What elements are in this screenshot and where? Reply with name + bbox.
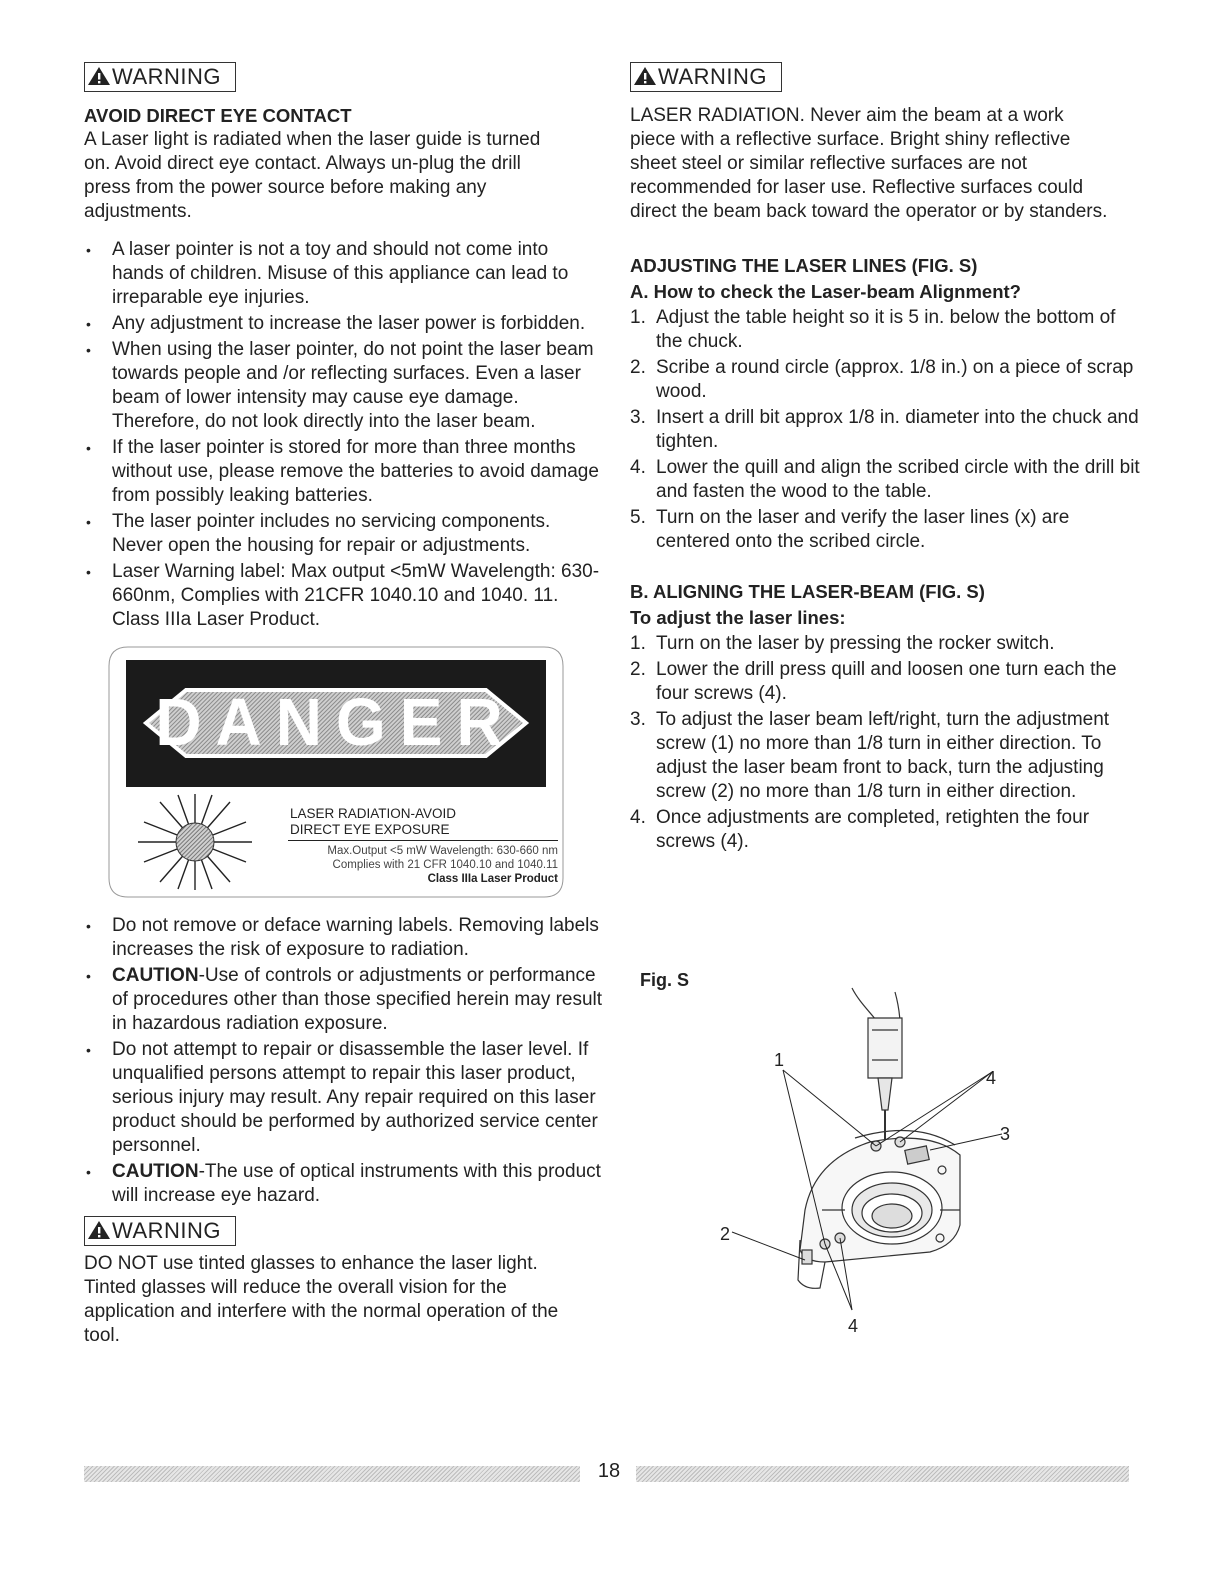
align-steps-list [630, 632, 1140, 854]
page-number: 18 [597, 1460, 621, 1482]
warning-badge [630, 62, 782, 92]
figure-label: Fig. S [640, 970, 689, 990]
list-item: • Laser Warning label: Max output <5mW Wavelength: 630-660nm, Complies with 21CFR 1040.10 and 1040. 11. Class IIIa Laser Product. [84, 560, 604, 632]
footer-rule-left [84, 1466, 580, 1482]
left-column [84, 62, 604, 1348]
list-item: 3. To adjust the laser beam left/right, turn the adjustment screw (1) no more than 1/8 turn in either direction. To adjust the laser beam front to back, turn the adjusting screw (2) no more than 1/8 turn in either direction. [630, 709, 1110, 802]
warning-label: WARNING [658, 64, 768, 89]
warning-bullet-list [84, 238, 604, 632]
subheading: To adjust the laser lines: [630, 607, 846, 628]
danger-label [108, 646, 564, 898]
footer-rule-right [636, 1466, 1129, 1482]
list-item: 4. Lower the quill and align the scribed circle with the drill bit and fasten the wood to the table. [630, 457, 1140, 502]
list-item: • When using the laser pointer, do not point the laser beam towards people and /or reflecting surfaces. Even a laser beam of lower intensity may cause eye damage. Therefore, do not look directly into the laser beam. [84, 338, 604, 434]
page-footer [84, 1460, 1129, 1486]
danger-line-4: Complies with 21 CFR 1040.10 and 1040.11 [332, 859, 558, 871]
warning-badge [84, 62, 236, 92]
caution-bullet-list [84, 914, 604, 1208]
section-heading: ADJUSTING THE LASER LINES (FIG. S) [630, 255, 978, 276]
danger-line-5: Class IIIa Laser Product [427, 873, 558, 885]
tinted-glasses-paragraph: DO NOT use tinted glasses to enhance the laser light. Tinted glasses will reduce the overall vision for the application and interfere with the normal operation of the tool. [84, 1253, 559, 1346]
figure-s [640, 970, 1060, 1350]
callout-1: 1 [774, 1050, 785, 1070]
callout-4-bottom: 4 [848, 1316, 859, 1336]
list-item: • CAUTION-The use of optical instruments with this product will increase eye hazard. [84, 1160, 604, 1208]
list-item: • Any adjustment to increase the laser power is forbidden. [84, 312, 604, 336]
section-heading: B. ALIGNING THE LASER-BEAM (FIG. S) [630, 581, 985, 602]
warning-label: WARNING [112, 64, 222, 89]
list-item: • CAUTION-Use of controls or adjustments or performance of procedures other than those specified herein may result in hazardous radiation exposure. [84, 964, 604, 1036]
warning-triangle-icon [87, 1219, 111, 1247]
danger-banner-text: DANGER [155, 684, 517, 760]
laser-housing-illustration [640, 970, 1060, 1350]
danger-line-1: LASER RADIATION-AVOID [290, 806, 457, 821]
callout-2: 2 [720, 1224, 731, 1244]
danger-line-3: Max.Output <5 mW Wavelength: 630-660 nm [327, 845, 558, 857]
list-item: 1. Turn on the laser by pressing the rocker switch. [630, 633, 1055, 654]
list-item: 4. Once adjustments are completed, retighten the four screws (4). [630, 807, 1090, 852]
list-item: 2. Lower the drill press quill and loosen one turn each the four screws (4). [630, 659, 1117, 704]
laser-radiation-paragraph: LASER RADIATION. Never aim the beam at a work piece with a reflective surface. Bright shiny reflective sheet steel or similar reflective surfaces are not recommended for laser use. Reflective surfaces could direct the beam back toward the operator or by standers. [630, 105, 1108, 222]
list-item: • Do not remove or deface warning labels. Removing labels increases the risk of exposure to radiation. [84, 914, 604, 962]
warning-badge [84, 1216, 236, 1246]
list-item: • The laser pointer includes no servicing components. Never open the housing for repair or adjustments. [84, 510, 604, 558]
callout-3: 3 [1000, 1124, 1011, 1144]
list-item: 5. Turn on the laser and verify the laser lines (x) are centered onto the scribed circle. [630, 507, 1070, 552]
warning-triangle-icon [87, 65, 111, 93]
list-item: • A laser pointer is not a toy and should not come into hands of children. Misuse of this appliance can lead to irreparable eye injuries. [84, 238, 604, 310]
warning-triangle-icon [633, 65, 657, 93]
danger-label-text [288, 806, 558, 886]
callout-4-top: 4 [986, 1068, 997, 1088]
divider [288, 840, 558, 841]
list-item: • If the laser pointer is stored for more than three months without use, please remove the batteries to avoid damage from possibly leaking batteries. [84, 436, 604, 508]
list-item: 3. Insert a drill bit approx 1/8 in. diameter into the chuck and tighten. [630, 407, 1139, 452]
check-steps-list [630, 306, 1140, 554]
warning-label: WARNING [112, 1218, 222, 1243]
right-column [630, 62, 1140, 856]
subheading: A. How to check the Laser-beam Alignment? [630, 281, 1021, 302]
list-item: 2. Scribe a round circle (approx. 1/8 in.) on a piece of scrap wood. [630, 357, 1134, 402]
list-item: • Do not attempt to repair or disassemble the laser level. If unqualified persons attempt to repair this laser product, serious injury may result. Any repair required on this laser product should be performed by authorized service center personnel. [84, 1038, 604, 1158]
intro-paragraph: A Laser light is radiated when the laser guide is turned on. Avoid direct eye contact. Always un-plug the drill press from the power source before making any adjustments. [84, 129, 541, 222]
list-item: 1. Adjust the table height so it is 5 in. below the bottom of the chuck. [630, 307, 1116, 352]
danger-line-2: DIRECT EYE EXPOSURE [290, 822, 450, 837]
section-heading: AVOID DIRECT EYE CONTACT [84, 105, 352, 126]
laser-starburst-icon [130, 792, 260, 892]
